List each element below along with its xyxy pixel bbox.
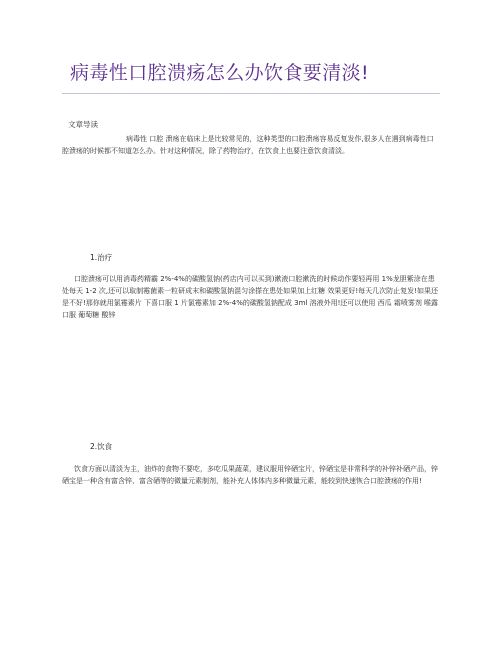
section-1-paragraph: 口腔溃疡可以用消毒药精霸 2%-4%的碳酸氢钠(药店内可以买到)漱液口腔漱洗的时候动作要轻再用 1%龙胆紫涂在患处每天 1-2 次,还可以取制霉菌素一粒研成末和碳酸氢钠混匀涂搽在患处如果加上红糖 效果更好!每天几次防止复发!如果还是不好!那你就用氯霉素片 下喜口服 1 片氯霉素加 2%-4%的碳酸氢钠配成 3ml 溶液外用!还可以使用 西瓜 霜喷雾剂 喉露口服 葡萄糖 酸锌 bbox=[62, 275, 439, 319]
title-divider bbox=[62, 93, 440, 94]
guide-label: 文章导读 bbox=[68, 120, 98, 129]
guide-paragraph: 病毒性 口腔 溃疡在临床上是比较常见的，这种类型的口腔溃疡容易反复发作,很多人在遇到病毒性口腔溃疡的时候都不知道怎么办。针对这种情况，除了药物治疗，在饮食上也要注意饮食清淡。 bbox=[62, 135, 434, 155]
section-1-heading: 1.治疗 bbox=[90, 253, 113, 262]
section-2-heading: 2.饮食 bbox=[90, 442, 113, 451]
article-title: 病毒性口腔溃疡怎么办饮食要清淡! bbox=[70, 62, 370, 84]
section-2-paragraph: 饮食方面以清淡为主，油炸的食物不要吃，多吃瓜果蔬菜，建议服用锌硒宝片，锌硒宝是非常科学的补锌补硒产品，锌硒宝是一种含有富含锌、富含硒等的微量元素制剂，能补充人体体内多种微量元素，能较到快速恢合口腔溃疡的作用! bbox=[62, 465, 438, 485]
